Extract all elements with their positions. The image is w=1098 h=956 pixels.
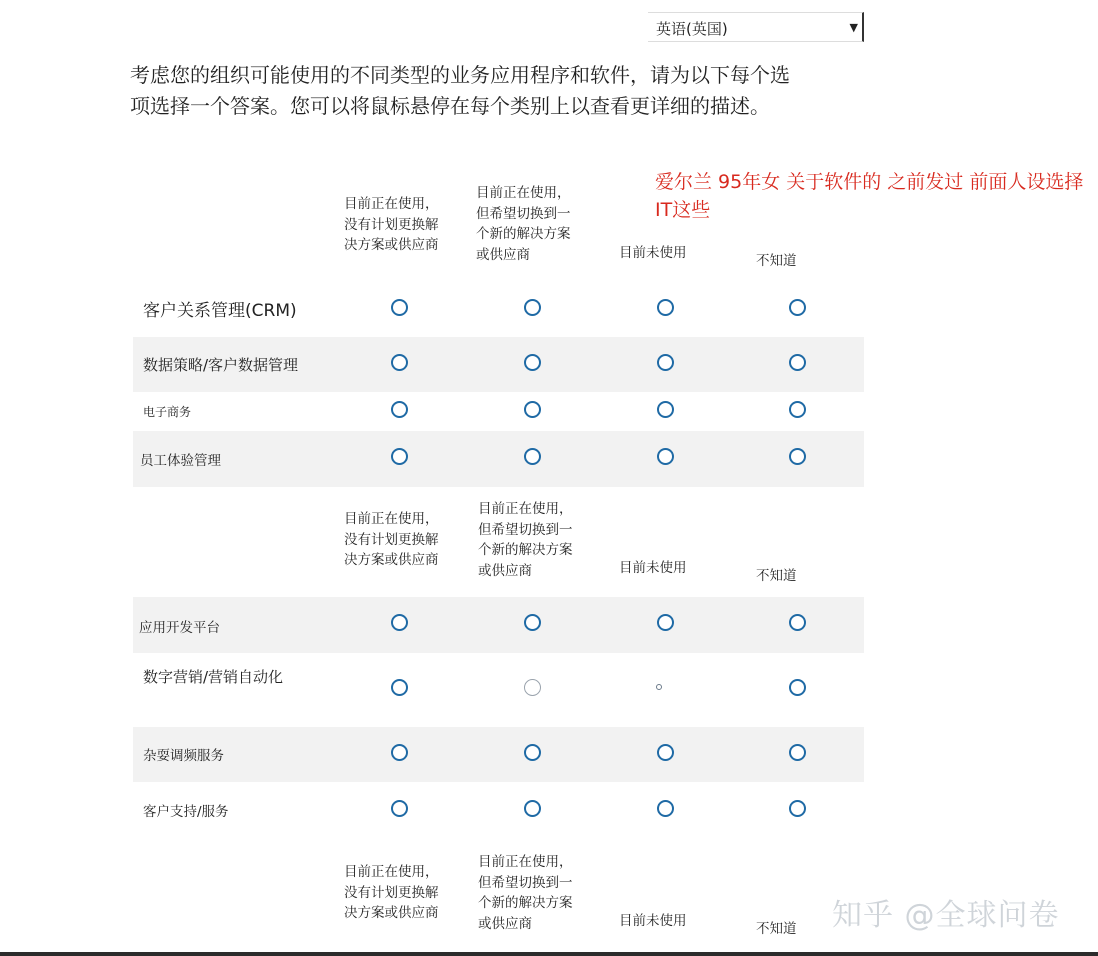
column-header-line: 但希望切换到一 [478,874,573,891]
radio-option[interactable] [789,354,806,371]
radio-option[interactable] [391,679,408,696]
table-row [133,280,864,336]
column-header-3: 目前未使用 [619,560,687,576]
radio-option[interactable] [789,614,806,631]
row-label: 电子商务 [143,405,192,419]
column-header-line: 个新的解决方案 [476,226,571,242]
column-header-3: 目前未使用 [619,245,687,261]
row-label: 应用开发平台 [139,620,220,636]
radio-option[interactable] [789,299,806,316]
question-instructions: 考虑您的组织可能使用的不同类型的业务应用程序和软件，请为以下每个选项选择一个答案。您可以将鼠标悬停在每个类别上以查看更详细的描述。 [130,63,790,118]
column-header-line: 目前正在使用， [344,196,439,212]
row-label: 数据策略/客户数据管理 [143,356,299,374]
radio-option[interactable] [391,401,408,418]
column-header-line: 或供应商 [478,915,532,932]
column-header-4: 不知道 [756,568,797,584]
column-header-4: 不知道 [756,253,797,269]
radio-option[interactable] [391,448,408,465]
table-row [133,782,864,837]
column-header-line: 目前正在使用， [344,511,439,527]
radio-option[interactable] [657,354,674,371]
table-row [133,727,864,782]
watermark: 知乎 @全球问卷 [832,898,1060,933]
column-header-line: 没有计划更换解 [344,216,439,233]
language-select[interactable] [648,12,864,42]
radio-option[interactable] [789,744,806,761]
row-label: 杂耍调频服务 [143,748,224,764]
column-header-3: 目前未使用 [619,913,687,929]
table-row [133,431,864,487]
column-header-1 [344,862,439,924]
radio-option[interactable] [391,354,408,371]
radio-option[interactable] [524,401,541,418]
radio-option[interactable] [524,614,541,631]
radio-option[interactable] [789,401,806,418]
table-row [133,392,864,431]
column-header-line: 个新的解决方案 [478,895,573,911]
radio-option[interactable] [657,800,674,817]
radio-option[interactable] [657,614,674,631]
column-header-1 [344,509,439,571]
row-label: 员工体验管理 [140,453,221,469]
language-select-value: 英语(英国) [656,20,728,38]
radio-option[interactable] [657,401,674,418]
column-header-line: 目前正在使用， [344,864,439,880]
column-header-line: 决方案或供应商 [344,552,439,568]
radio-option[interactable] [789,800,806,817]
column-header-line: 决方案或供应商 [344,905,439,921]
column-header-line: 目前正在使用， [478,854,573,870]
radio-option[interactable] [524,744,541,761]
bottom-divider [0,952,1098,956]
radio-option[interactable] [657,744,674,761]
radio-option[interactable] [391,744,408,761]
column-header-line: 决方案或供应商 [344,237,439,253]
column-header-line: 目前正在使用， [478,501,573,517]
row-label: 客户支持/服务 [143,804,229,820]
column-header-2 [478,499,573,581]
table-row [133,337,864,392]
chevron-down-icon[interactable]: ▼ [849,21,858,34]
column-header-line: 但希望切换到一 [478,521,573,538]
column-header-line: 个新的解决方案 [478,542,573,558]
table-row [133,653,864,727]
column-header-line: 没有计划更换解 [344,884,439,901]
column-header-2 [478,852,573,934]
radio-option[interactable] [524,448,541,465]
column-header-line: 没有计划更换解 [344,531,439,548]
radio-option[interactable] [789,679,806,696]
table-row [133,597,864,653]
column-header-line: 但希望切换到一 [476,205,571,222]
column-header-4: 不知道 [756,921,797,937]
radio-option[interactable] [657,299,674,316]
radio-option[interactable] [657,448,674,465]
radio-option[interactable] [524,299,541,316]
column-header-1 [344,194,439,256]
radio-option[interactable] [391,299,408,316]
row-label: 客户关系管理(CRM) [143,301,297,321]
radio-option[interactable] [789,448,806,465]
column-header-2 [476,183,571,265]
column-header-line: 或供应商 [478,562,532,579]
radio-option[interactable] [524,354,541,371]
radio-option[interactable] [524,800,541,817]
radio-option[interactable] [391,614,408,631]
column-header-line: 或供应商 [476,246,530,263]
radio-option[interactable] [391,800,408,817]
column-header-line: 目前正在使用， [476,185,571,201]
radio-option[interactable] [656,684,662,690]
radio-option[interactable] [524,679,541,696]
row-label: 数字营销/营销自动化 [143,668,284,686]
annotation-note: 爱尔兰 95年女 关于软件的 之前发过 前面人设选择IT这些 [655,171,1084,221]
